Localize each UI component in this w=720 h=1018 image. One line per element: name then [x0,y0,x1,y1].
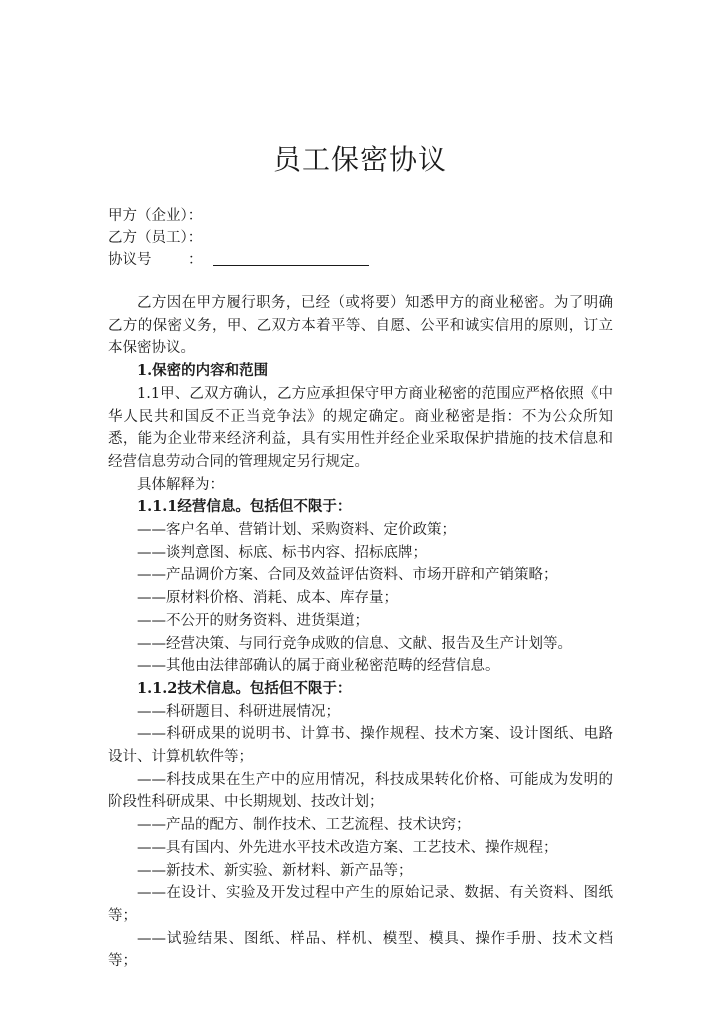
document-title: 员工保密协议 [272,143,447,176]
agreement-number-colon: ： [188,252,203,268]
body-paragraph: 1.1甲、乙双方确认，乙方应承担保守甲方商业秘密的范围应严格依照《中华人民共和国反不正当竞争法》的规定确定。商业秘密是指：不为公众所知悉，能为企业带来经济利益，具有实用性并经企业采取保护措施的技术信息和经营信息劳动合同的管理规定另行规定。 [108,385,613,470]
body-paragraph: 具体解释为： [137,476,224,493]
body-paragraph: ——在设计、实验及开发过程中产生的原始记录、数据、有关资料、图纸等； [108,885,613,924]
party-a-line: 甲方（企业）： [108,208,203,224]
section-heading: 1.保密的内容和范围 [137,362,269,380]
body-paragraph: ——试验结果、图纸、样品、样机、模型、模具、操作手册、技术文档等； [108,930,613,970]
body-paragraph: ——产品的配方、制作技术、工艺流程、技术诀窍； [137,817,471,834]
body-paragraph: ——科技成果在生产中的应用情况，科技成果转化价格、可能成为发明的阶段性科研成果、中长期规划、技改计划； [108,771,613,811]
section-heading: 1.1.2技术信息。包括但不限于： [137,679,352,697]
body-paragraph: ——原材料价格、消耗、成本、库存量； [137,590,398,607]
body-paragraph: ——科研题目、科研进展情况； [137,703,340,720]
agreement-number-label: 协议号 [108,252,152,268]
body-paragraph: 乙方因在甲方履行职务，已经（或将要）知悉甲方的商业秘密。为了明确乙方的保密义务，甲、乙双方本着平等、自愿、公平和诚实信用的原则，订立本保密协议。 [108,295,613,357]
section-heading: 1.1.1经营信息。包括但不限于： [137,498,352,516]
body-paragraph: ——客户名单、营销计划、采购资料、定价政策； [137,522,456,539]
body-paragraph: ——产品调价方案、合同及效益评估资料、市场开辟和产销策略； [137,567,558,584]
body-paragraph: ——具有国内、外先进水平技术改造方案、工艺技术、操作规程； [137,839,558,856]
body-paragraph: ——谈判意图、标底、标书内容、招标底牌； [137,544,427,561]
body-paragraph: ——经营决策、与同行竞争成败的信息、文献、报告及生产计划等。 [137,635,572,652]
agreement-number-blank [213,252,369,266]
party-b-line: 乙方（员工）： [108,230,203,246]
body-paragraph: ——科研成果的说明书、计算书、操作规程、技术方案、设计图纸、电路设计、计算机软件等； [108,726,613,766]
body-paragraph: ——其他由法律部确认的属于商业秘密范畴的经营信息。 [137,658,500,675]
body-paragraph: ——不公开的财务资料、进货渠道； [137,612,369,629]
body-paragraph: ——新技术、新实验、新材料、新产品等； [137,862,413,879]
document-body [108,292,613,973]
agreement-number-line [108,249,369,271]
